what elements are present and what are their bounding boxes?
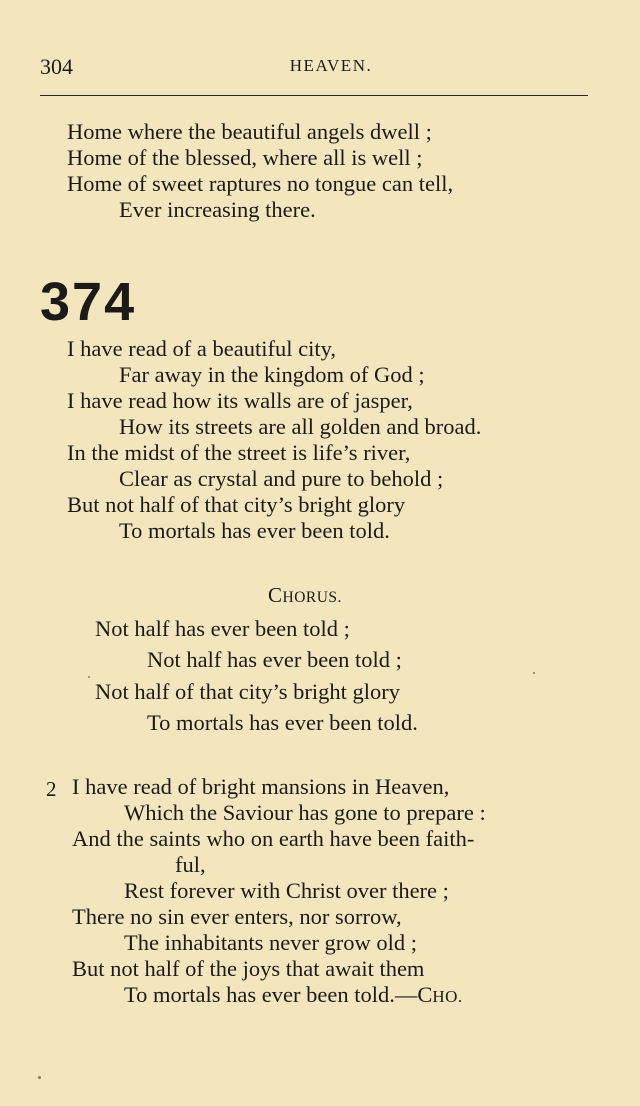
verse-number: 2 [46,777,57,801]
verse-line: Clear as crystal and pure to behold ; [119,466,444,491]
previous-hymn-line: Home of the blessed, where all is well ; [67,145,423,170]
chorus-line: To mortals has ever been told. [147,710,418,735]
verse-line: I have read of bright mansions in Heaven, [72,774,450,799]
page-number: 304 [40,54,73,79]
verse-line: To mortals has ever been told. [119,518,390,543]
paper-speck [88,676,90,678]
verse-line: The inhabitants never grow old ; [124,930,418,955]
chorus-heading-initial: C [268,583,283,607]
paper-speck [38,1076,41,1079]
verse-line: ful, [175,852,206,877]
verse-line: In the midst of the street is life’s river, [67,440,411,465]
chorus-line: Not half has ever been told ; [95,616,350,641]
previous-hymn-line: Home where the beautiful angels dwell ; [67,119,432,144]
cho-initial: C [417,982,433,1007]
verse-line: There no sin ever enters, nor sorrow, [72,904,402,929]
verse-line: Far away in the kingdom of God ; [119,362,425,387]
chorus-line: Not half of that city’s bright glory [95,679,400,704]
verse-line: I have read of a beautiful city, [67,336,337,361]
verse-line: I have read how its walls are of jasper, [67,388,413,413]
previous-hymn-line: Home of sweet raptures no tongue can tell, [67,171,454,196]
chorus-line: Not half has ever been told ; [147,647,402,672]
verse-line: And the saints who on earth have been faith- [72,826,475,851]
verse-line: But not half of the joys that await them [72,956,425,981]
hymn-number: 374 [40,272,137,332]
running-head: HEAVEN. [289,56,373,75]
verse-line: How its streets are all golden and broad. [119,414,482,439]
chorus-heading [0,583,640,608]
verse-line: Rest forever with Christ over there ; [124,878,449,903]
page-header [40,54,588,84]
verse-line: But not half of that city’s bright glory [67,492,406,517]
chorus-heading-rest: HORUS. [282,589,342,606]
cho-rest: HO. [432,987,463,1006]
verse-line: Which the Saviour has gone to prepare : [124,800,486,825]
paper-speck [533,672,535,674]
verse-line-text: To mortals has ever been told.— [124,982,418,1007]
previous-hymn-line: Ever increasing there. [119,197,316,222]
header-rule [40,95,588,96]
verse-line-last [124,982,463,1010]
